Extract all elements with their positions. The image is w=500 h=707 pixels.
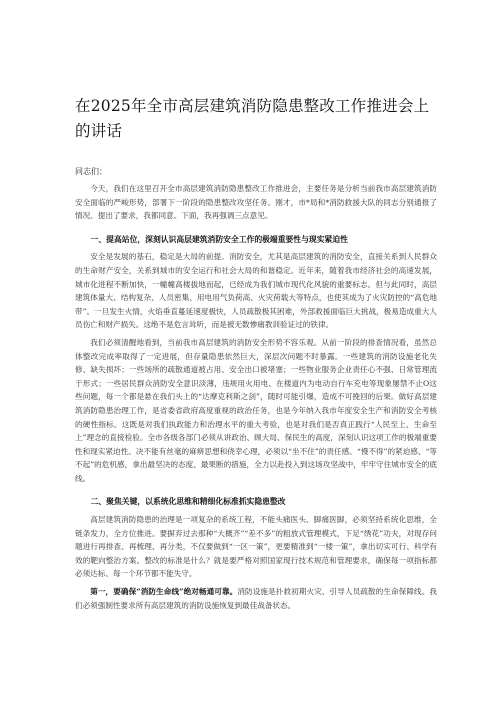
section-heading-2: 二、聚焦关键，以系统化思维和精细化标准抓实隐患整改 [90,497,286,507]
section-heading-1: 一、提高站位，深刻认识高层建筑消防安全工作的极端重要性与现实紧迫性 [90,234,348,244]
paragraph-1-2: 我们必须清醒地看到，当前我市高层建筑的消防安全形势不容乐观。从前一阶段的排查情况看，虽然总体整改完成率取得了一定进展，但存量隐患依然巨大，深层次问题不时暴露。一些建筑的消防设施老化失修、缺失损坏；一些场所的疏散通道被占用、安全出口被堵塞；一些物业服务企业责任心不强、日常管理流于形式；一些居民群众消防安全意识淡薄，违规用火用电、在楼道内为电动自行车充电等现象屡禁不止O这些问题，每一个都是悬在我们头上的“达摩克利斯之剑”，随时可能引爆，造成不可挽回的后果。做好高层建筑消防隐患治理工作，是省委省政府高度重视的政治任务，也是今年纳入我市年度安全生产和消防安全考核的硬性指标。这既是对我们执政能力和治理水平的重大考验，也是对我们是否真正践行“人民至上、生命至上”理念的直接检验。全市各级各部门必须从讲政治、顾大局、保民生的高度，深刻认识这项工作的极端重要性和现实紧迫性。决不能有丝毫的麻痹思想和侥幸心理，必须以“坐不住”的责任感、“慢不得”的紧迫感、“等不起”的危机感，拿出最坚决的态度、最果断的措施，全力以赴投入到这场攻坚战中，牢牢守住城市安全的底线。 [75,337,437,483]
paragraph-1-1: 安全是发展的基石，稳定是大局的前提。消防安全，尤其是高层建筑的消防安全，直接关系到人民群众的生命财产安全，关系到城市的安全运行和社会大局的和谐稳定。近年来，随着我市经济社会的高速发展，城市化进程不断加快，一幢幢高楼拔地而起，已经成为我们城市现代化风貌的重要标志。但与此同时，高层建筑体量大、结构复杂、人员密集、用电用气负荷高、火灾荷载大等特点，也使其成为了火灾防控的“高危地带”。一旦发生火情，火焰垂直蔓延速度极快，人员疏散极其困难，外部救援面临巨大挑战，极易造成重大人员伤亡和财产损失。这绝不是危言耸听，而是被无数惨痛教训验证过的铁律。 [75,252,437,330]
paragraph-intro: 今天，我们在这里召开全市高层建筑消防隐患整改工作推进会，主要任务是分析当前我市高层建筑消防安全面临的严峻形势，部署下一阶段的隐患整改攻坚任务。刚才，市*局和*消防救援大队的同志分别通报了情况、提出了要求，我都同意。下面，我再强调三点意见。 [75,184,437,221]
paragraph-2-1: 高层建筑消防隐患的治理是一项复杂的系统工程，不能头痛医头、脚痛医脚，必须坚持系统化思维，全链条发力，全方位推进。要摒弃过去那种“大概齐”“差不多”的粗放式管理模式，下足“绣花”功夫，对现存问题进行再排查、再梳理、再分类，不仅要做到“一区一策”，更要精准到“一楼一策”，拿出切实可行、科学有效的靶向整治方案。整改的标准是什么？就是要严格对照国家现行技术规范和管理要求，确保每一项指标都必须达标、每一个环节都不能失守。 [75,515,437,579]
salutation: 同志们： [75,167,107,176]
paragraph-text: 消防设施是扑救初期火灾、引导人员疏散的生命保障线。我们必须强制性要求所有高层建筑的消防设施恢复到最佳战备状态。 [75,587,438,610]
paragraph-2-2 [75,585,437,612]
paragraph-lead: 第一，要确保“消防生命线”绝对畅通可靠。 [90,587,238,597]
document-title: 在2025年全市高层建筑消防隐患整改工作推进会上的讲话 [75,97,430,140]
